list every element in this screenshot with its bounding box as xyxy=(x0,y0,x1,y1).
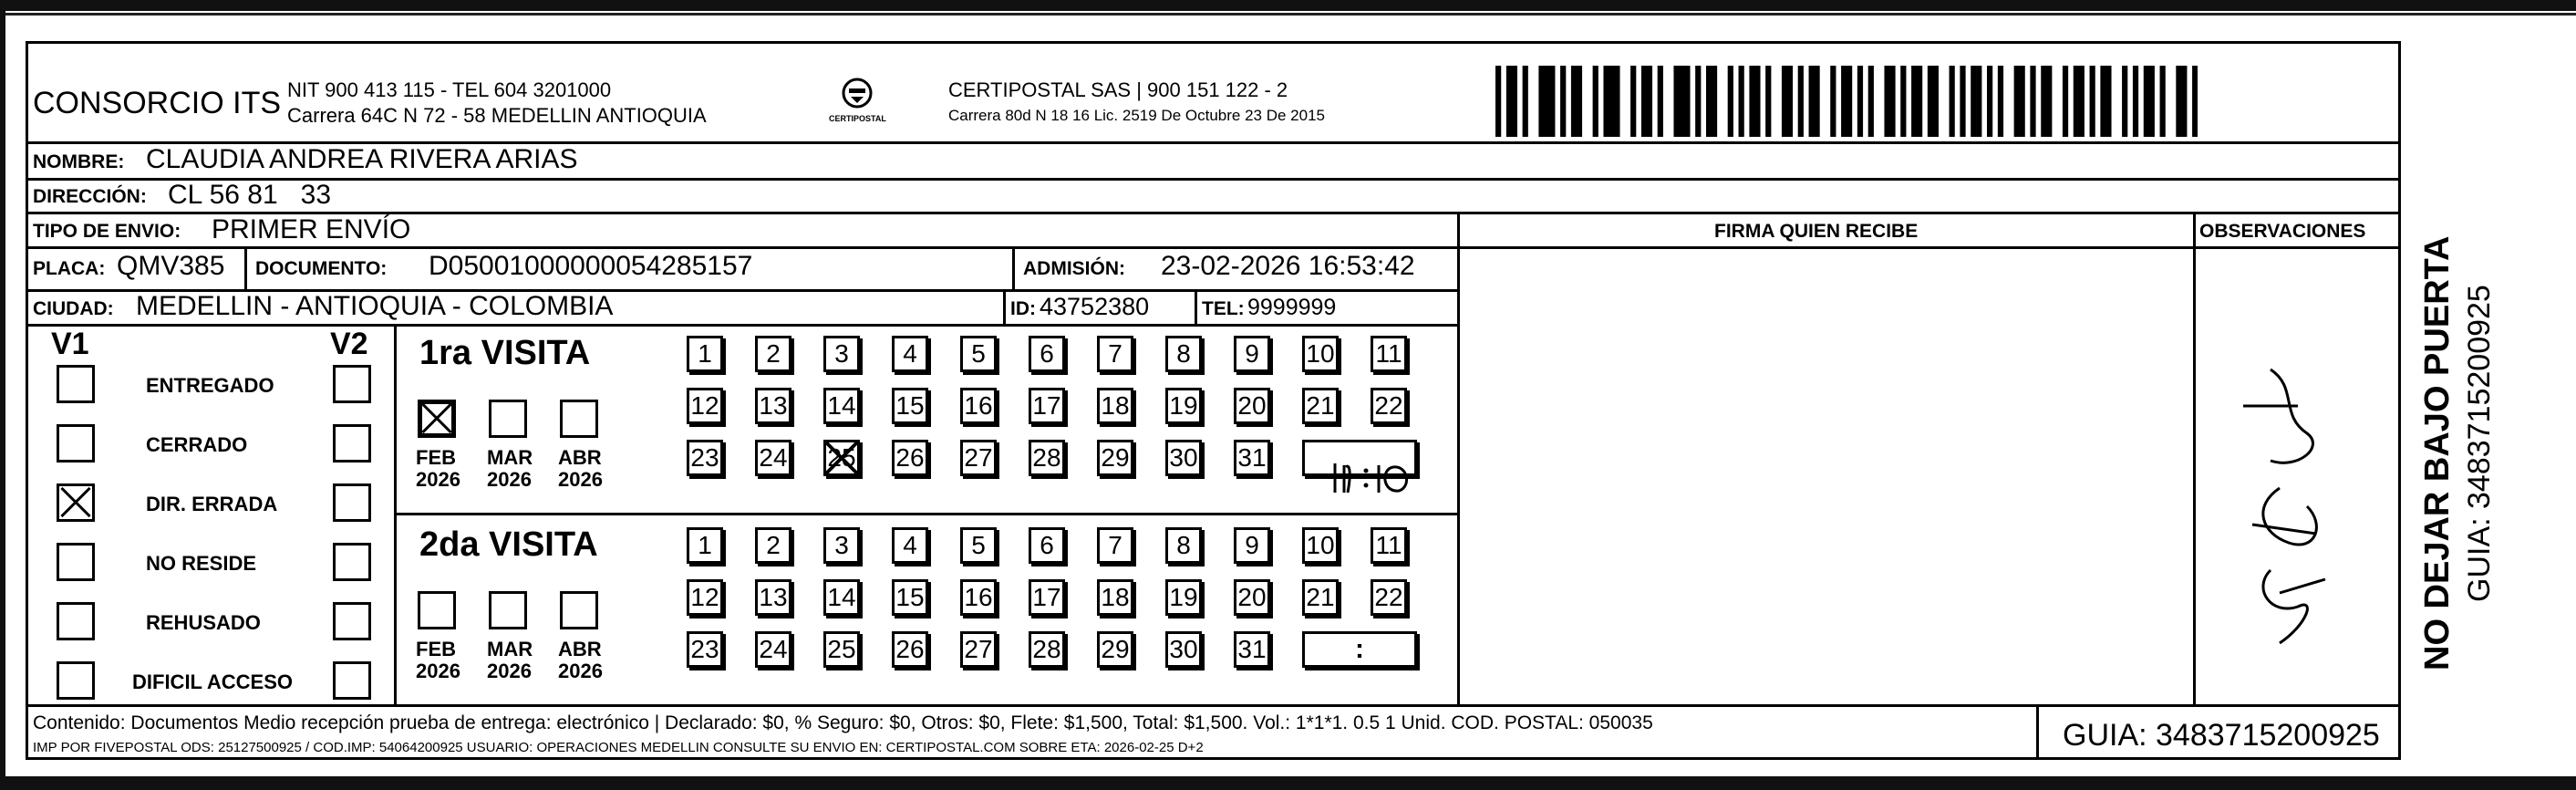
status-label: DIFICIL ACCESO xyxy=(132,670,294,693)
day-box[interactable]: 24 xyxy=(755,440,791,476)
rule xyxy=(2036,704,2039,760)
handwritten-observation xyxy=(2216,351,2362,652)
footer-guia: GUIA: 3483715200925 xyxy=(2063,718,2380,753)
footer-contenido: Contenido: Documentos Medio recepción prueba de entrega: electrónico | Declarado: $0, % Seguro: $0, Otros: $0, Flete: $1,500, Total: $1,500. Vol.: 1*1*1. 0.5 1 Unid. COD. POSTAL: 050035 xyxy=(33,712,1653,733)
day-box[interactable]: 16 xyxy=(960,579,997,616)
day-box[interactable]: 26 xyxy=(892,440,928,476)
day-box[interactable]: 15 xyxy=(892,579,928,616)
documento-value: D05001000000054285157 xyxy=(429,251,753,281)
admision-value: 23-02-2026 16:53:42 xyxy=(1161,251,1415,281)
month-name: MAR xyxy=(487,638,533,660)
day-box[interactable]: 17 xyxy=(1029,579,1065,616)
scan-top-edge xyxy=(0,0,2576,11)
day-box[interactable]: 28 xyxy=(1029,440,1065,476)
day-box[interactable]: 4 xyxy=(892,336,928,372)
logo-text: CERTIPOSTAL xyxy=(829,114,886,123)
admision-label: ADMISIÓN: xyxy=(1023,258,1125,279)
v1-checkbox-0[interactable] xyxy=(57,365,95,403)
v2-checkbox-3[interactable] xyxy=(333,543,371,581)
day-box[interactable]: 2 xyxy=(755,336,791,372)
status-label: REHUSADO xyxy=(146,611,261,634)
placa-value: QMV385 xyxy=(117,251,225,281)
ciudad-label: CIUDAD: xyxy=(33,298,114,319)
day-box[interactable]: 14 xyxy=(823,388,860,424)
day-box[interactable]: 4 xyxy=(892,527,928,564)
company-address: Carrera 64C N 72 - 58 MEDELLIN ANTIOQUIA xyxy=(287,104,707,127)
rule xyxy=(1012,246,1015,289)
side-guia: GUIA: 3483715200925 xyxy=(2462,285,2497,602)
month-name: FEB xyxy=(416,446,456,469)
day-box[interactable]: 15 xyxy=(892,388,928,424)
day-box[interactable]: 28 xyxy=(1029,631,1065,668)
certipostal-line2: Carrera 80d N 18 16 Lic. 2519 De Octubre 23 De 2015 xyxy=(948,107,1325,124)
v2-checkbox-1[interactable] xyxy=(333,424,371,463)
day-box[interactable]: 20 xyxy=(1234,579,1270,616)
v2-checkbox-2[interactable] xyxy=(333,483,371,522)
rule xyxy=(26,704,2401,707)
v2-label: V2 xyxy=(330,327,368,361)
rule xyxy=(1457,212,1460,704)
day-box[interactable]: 16 xyxy=(960,388,997,424)
v1-checkbox-1[interactable] xyxy=(57,424,95,463)
day-box[interactable]: 30 xyxy=(1165,440,1202,476)
day-box[interactable]: 13 xyxy=(755,388,791,424)
id-value: 43752380 xyxy=(1040,293,1150,320)
v1-label: V1 xyxy=(51,327,89,361)
day-box[interactable]: 3 xyxy=(823,336,860,372)
day-box[interactable]: 1 xyxy=(687,527,723,564)
ciudad-value: MEDELLIN - ANTIOQUIA - COLOMBIA xyxy=(136,291,614,321)
scan-top-edge-line xyxy=(0,13,2576,16)
v1-checkbox-2[interactable] xyxy=(57,483,95,522)
month-year: 2026 xyxy=(487,468,532,491)
second-visit-title: 2da VISITA xyxy=(419,525,598,564)
day-box[interactable]: 19 xyxy=(1165,579,1202,616)
day-box[interactable]: 24 xyxy=(755,631,791,668)
month-box-mar[interactable] xyxy=(489,400,527,438)
day-box[interactable]: 5 xyxy=(960,527,997,564)
observaciones-header: OBSERVACIONES xyxy=(2199,221,2366,242)
month-year: 2026 xyxy=(416,660,460,682)
month-name: FEB xyxy=(416,638,456,660)
rule xyxy=(26,324,1457,327)
status-label: NO RESIDE xyxy=(146,552,257,575)
day-box[interactable]: 8 xyxy=(1165,336,1202,372)
certipostal-logo-icon xyxy=(825,73,889,133)
day-box[interactable]: 7 xyxy=(1097,527,1133,564)
month-box-mar[interactable] xyxy=(489,591,527,629)
rule xyxy=(394,513,1457,515)
day-box[interactable]: 6 xyxy=(1029,527,1065,564)
month-year: 2026 xyxy=(558,468,603,491)
day-box[interactable]: 27 xyxy=(960,631,997,668)
day-box[interactable]: 10 xyxy=(1302,336,1339,372)
rule xyxy=(1195,289,1197,324)
day-box[interactable]: 22 xyxy=(1371,388,1407,424)
month-year: 2026 xyxy=(416,468,460,491)
day-box[interactable]: 3 xyxy=(823,527,860,564)
day-box[interactable]: 29 xyxy=(1097,440,1133,476)
day-box[interactable]: 8 xyxy=(1165,527,1202,564)
day-box[interactable]: 21 xyxy=(1302,579,1339,616)
day-box[interactable]: 18 xyxy=(1097,388,1133,424)
month-year: 2026 xyxy=(558,660,603,682)
day-box[interactable]: 5 xyxy=(960,336,997,372)
day-box[interactable]: 12 xyxy=(687,388,723,424)
v1-checkbox-4[interactable] xyxy=(57,602,95,640)
day-box[interactable]: 19 xyxy=(1165,388,1202,424)
nombre-value: CLAUDIA ANDREA RIVERA ARIAS xyxy=(146,144,578,174)
rule xyxy=(394,324,397,704)
scan-bottom-edge xyxy=(0,776,2576,790)
second-visit-time-box[interactable]: : xyxy=(1302,631,1417,668)
day-box[interactable]: 1 xyxy=(687,336,723,372)
day-box[interactable]: 31 xyxy=(1234,631,1270,668)
certipostal-line1: CERTIPOSTAL SAS | 900 151 122 - 2 xyxy=(948,78,1288,101)
day-box[interactable]: 26 xyxy=(892,631,928,668)
tipo-envio-value: PRIMER ENVÍO xyxy=(212,214,411,244)
v2-checkbox-5[interactable] xyxy=(333,661,371,700)
status-label: CERRADO xyxy=(146,433,248,456)
day-box[interactable]: 12 xyxy=(687,579,723,616)
month-year: 2026 xyxy=(487,660,532,682)
scan-left-edge xyxy=(0,0,5,790)
month-name: ABR xyxy=(558,638,602,660)
company-name: CONSORCIO ITS xyxy=(33,86,282,120)
v1-checkbox-3[interactable] xyxy=(57,543,95,581)
day-box[interactable]: 20 xyxy=(1234,388,1270,424)
day-box[interactable]: 23 xyxy=(687,440,723,476)
day-box[interactable]: 25 xyxy=(823,440,860,476)
first-visit-title: 1ra VISITA xyxy=(419,334,591,372)
no-dejar-bajo-puerta: NO DEJAR BAJO PUERTA xyxy=(2418,235,2457,670)
day-box[interactable]: 11 xyxy=(1371,336,1407,372)
tipo-envio-label: TIPO DE ENVIO: xyxy=(33,221,181,242)
rule xyxy=(244,246,247,289)
day-box[interactable]: 30 xyxy=(1165,631,1202,668)
direccion-label: DIRECCIÓN: xyxy=(33,186,147,207)
v2-checkbox-4[interactable] xyxy=(333,602,371,640)
day-box[interactable]: 7 xyxy=(1097,336,1133,372)
day-box[interactable]: 25 xyxy=(823,631,860,668)
month-box-feb[interactable] xyxy=(418,591,456,629)
day-box[interactable]: 10 xyxy=(1302,527,1339,564)
month-name: ABR xyxy=(558,446,602,469)
direccion-value: CL 56 81 33 xyxy=(168,180,332,210)
day-box[interactable]: 6 xyxy=(1029,336,1065,372)
rule xyxy=(2193,212,2196,704)
v2-checkbox-0[interactable] xyxy=(333,365,371,403)
tel-value: 9999999 xyxy=(1247,295,1337,320)
day-box[interactable]: 17 xyxy=(1029,388,1065,424)
day-box[interactable]: 29 xyxy=(1097,631,1133,668)
status-label: ENTREGADO xyxy=(146,374,274,397)
day-box[interactable]: 21 xyxy=(1302,388,1339,424)
day-box[interactable]: 2 xyxy=(755,527,791,564)
company-nit: NIT 900 413 115 - TEL 604 3201000 xyxy=(287,78,612,101)
day-box[interactable]: 9 xyxy=(1234,336,1270,372)
month-name: MAR xyxy=(487,446,533,469)
rule xyxy=(26,178,2401,181)
tel-label: TEL: xyxy=(1202,298,1245,319)
firma-header: FIRMA QUIEN RECIBE xyxy=(1714,221,1919,242)
rule xyxy=(1003,289,1006,324)
day-box[interactable]: 14 xyxy=(823,579,860,616)
certipostal-logo xyxy=(825,73,889,133)
documento-label: DOCUMENTO: xyxy=(255,258,388,279)
handwritten-time xyxy=(1324,456,1424,502)
day-box[interactable]: 13 xyxy=(755,579,791,616)
day-box[interactable]: 23 xyxy=(687,631,723,668)
placa-label: PLACA: xyxy=(33,258,106,279)
day-box[interactable]: 11 xyxy=(1371,527,1407,564)
day-box[interactable]: 22 xyxy=(1371,579,1407,616)
month-box-abr[interactable] xyxy=(560,400,598,438)
month-box-abr[interactable] xyxy=(560,591,598,629)
nombre-label: NOMBRE: xyxy=(33,151,125,172)
day-box[interactable]: 18 xyxy=(1097,579,1133,616)
footer-imp-line: IMP POR FIVEPOSTAL ODS: 25127500925 / COD.IMP: 54064200925 USUARIO: OPERACIONES MEDELLIN CONSULTE SU ENVIO EN: CERTIPOSTAL.COM SOBRE ETA: 2026-02-25 D+2 xyxy=(33,740,1204,755)
id-label: ID: xyxy=(1010,298,1036,319)
rule xyxy=(26,246,1457,249)
day-box[interactable]: 31 xyxy=(1234,440,1270,476)
v1-checkbox-5[interactable] xyxy=(57,661,95,700)
day-box[interactable]: 27 xyxy=(960,440,997,476)
rule xyxy=(1457,246,2401,249)
status-label: DIR. ERRADA xyxy=(146,493,278,515)
day-box[interactable]: 9 xyxy=(1234,527,1270,564)
month-box-feb[interactable] xyxy=(418,400,456,438)
tracking-barcode xyxy=(1495,66,2198,137)
